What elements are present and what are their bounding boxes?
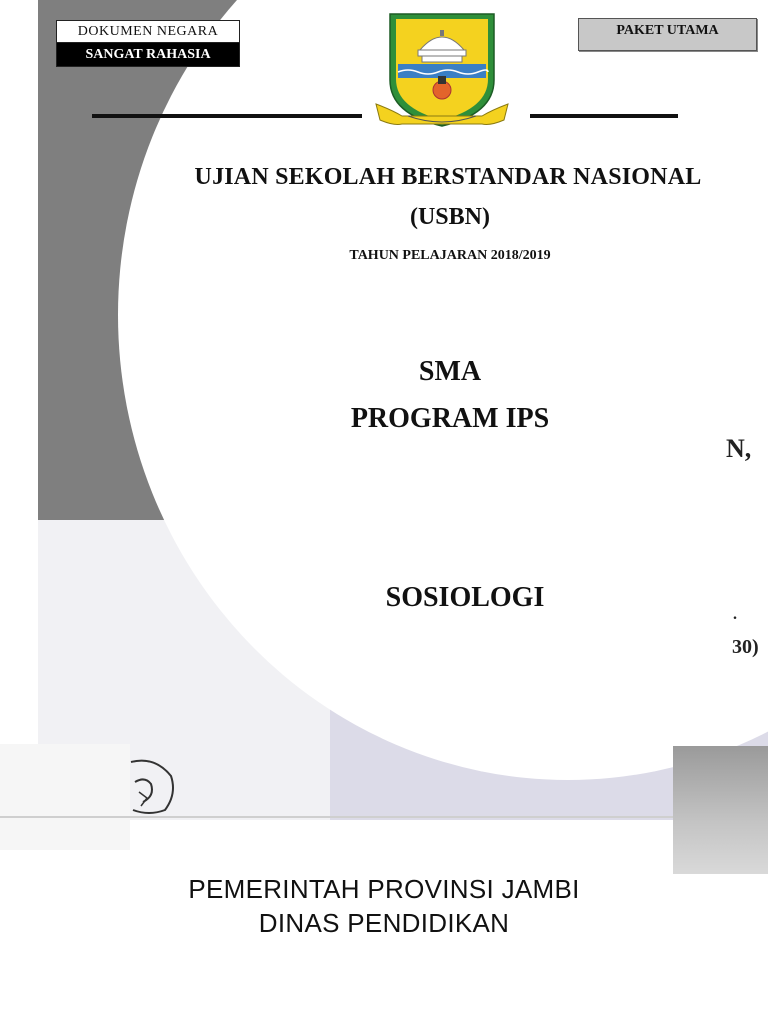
cropped-text-fragment: N, — [726, 434, 752, 463]
divider-line — [0, 816, 768, 818]
jambi-emblem-icon — [372, 10, 512, 136]
cropped-text-fragment: . — [733, 606, 737, 623]
exam-abbreviation: (USBN) — [409, 204, 490, 230]
school-level: SMA — [418, 356, 482, 387]
academic-year: TAHUN PELAJARAN 2018/2019 — [349, 248, 551, 263]
header-rule-left — [92, 114, 362, 118]
subject-name: SOSIOLOGI — [385, 582, 545, 613]
header-rule-right — [530, 114, 678, 118]
package-label: PAKET UTAMA — [578, 18, 757, 51]
classification-label: SANGAT RAHASIA — [57, 43, 239, 66]
exam-title: UJIAN SEKOLAH BERSTANDAR NASIONAL — [194, 164, 702, 190]
program-name: PROGRAM IPS — [350, 403, 550, 434]
partial-seal-icon — [125, 752, 177, 816]
footer-government: PEMERINTAH PROVINSI JAMBI — [188, 874, 580, 904]
document-type-label: DOKUMEN NEGARA — [57, 21, 239, 43]
footer-department: DINAS PENDIDIKAN — [258, 908, 510, 938]
background-lower-left-block — [0, 744, 130, 850]
cropped-text-fragment: 30) — [732, 636, 759, 658]
background-gray-box — [673, 746, 768, 874]
document-label-box — [56, 20, 240, 67]
